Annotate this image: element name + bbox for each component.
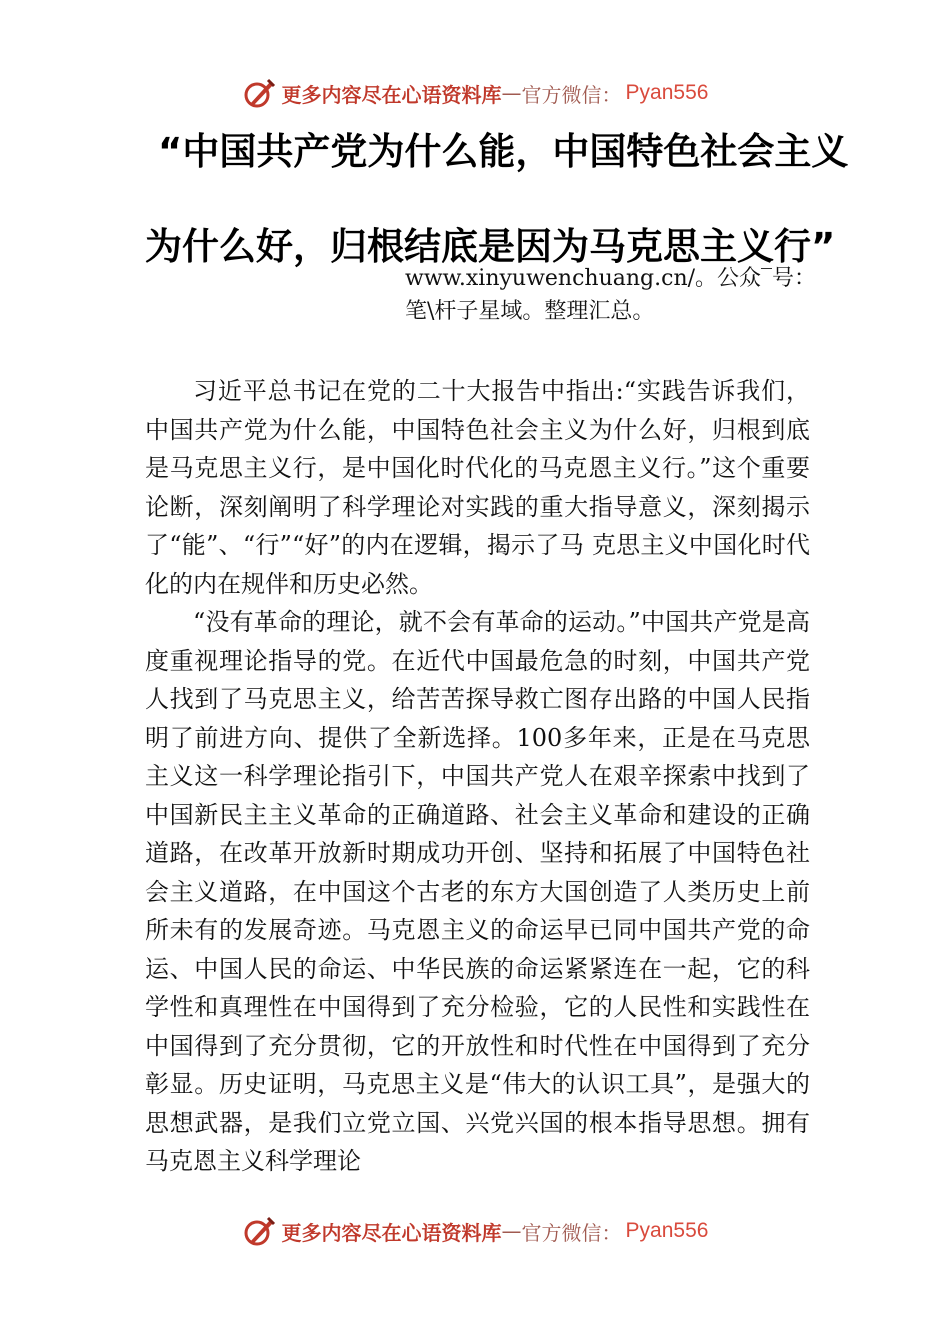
document-title-line2: 为什么好，归根结底是因为马克思主义行” [145, 225, 836, 268]
header-banner [0, 73, 950, 113]
pen-logo-icon [242, 1214, 276, 1248]
banner-wechat-label: 官方微信： [521, 1220, 622, 1245]
footer-banner [0, 1211, 950, 1251]
pen-logo-icon [242, 76, 276, 110]
banner-separator: — [501, 1219, 522, 1243]
source-note [405, 262, 825, 328]
paragraph: “没有革命的理论，就不会有革命的运动。”中国共产党是高度重视理论指导的党。在近代中国最危急的时刻，中国共产党人找到了马克思主义，给苦苦探导救亡图存出路的中国人民指明了前进方向、提供了全新选择。100多年来，正是在马克思主义这一科学理论指引下，中国共产党人在艰辛探索中找到了中国新民主主义革命的正确道路、社会主义革命和建设的正确道路，在改革开放新时期成功开创、坚持和拓展了中国特色社会主义道路，在中国这个古老的东方大国创造了人类历史上前所未有的发展奇迹。马克恩主义的命运早已同中国共产党的命运、中国人民的命运、中华民族的命运紧紧连在一起，它的科学性和真理性在中国得到了充分检验，它的人民性和实践性在中国得到了充分贯彻，它的开放性和时代性在中国得到了充分彰显。历史证明，马克思主义是“伟大的认识工具”，是强大的思想武器，是我们立党立国、兴党兴国的根本指导思想。拥有马克恩主义科学理论 [145, 608, 810, 1175]
banner-wechat-id: Pyan556 [625, 1219, 709, 1242]
paragraph: 习近平总书记在党的二十大报告中指出:“实践告诉我们，中国共产党为什么能，中国特色社会主义为什么好，归根到底是马克思主义行，是中国化时代化的马克恩主义行。”这个重要论断，深刻阐明了科学理论对实践的重大指导意义，深刻揭示了“能”、“行”“好”的内在逻辑，揭示了马 克思主义中国化时代化的内在规伴和历史必然。 [145, 377, 810, 598]
banner-wechat-id: Pyan556 [625, 81, 709, 104]
banner-wechat-label: 官方微信： [521, 82, 622, 107]
banner-text: 更多内容尽在心语资料库 [281, 1220, 502, 1245]
source-line2: 笔\杆子星域。整理汇总。 [405, 299, 655, 324]
banner-text: 更多内容尽在心语资料库 [281, 82, 502, 107]
document-title-line1: “中国共产党为什么能，中国特色社会主义 [158, 130, 849, 173]
document-body [145, 372, 810, 1181]
source-line1: www.xinyuwenchuang.cn/。公众‾号： [405, 266, 817, 291]
banner-separator: — [501, 81, 522, 105]
